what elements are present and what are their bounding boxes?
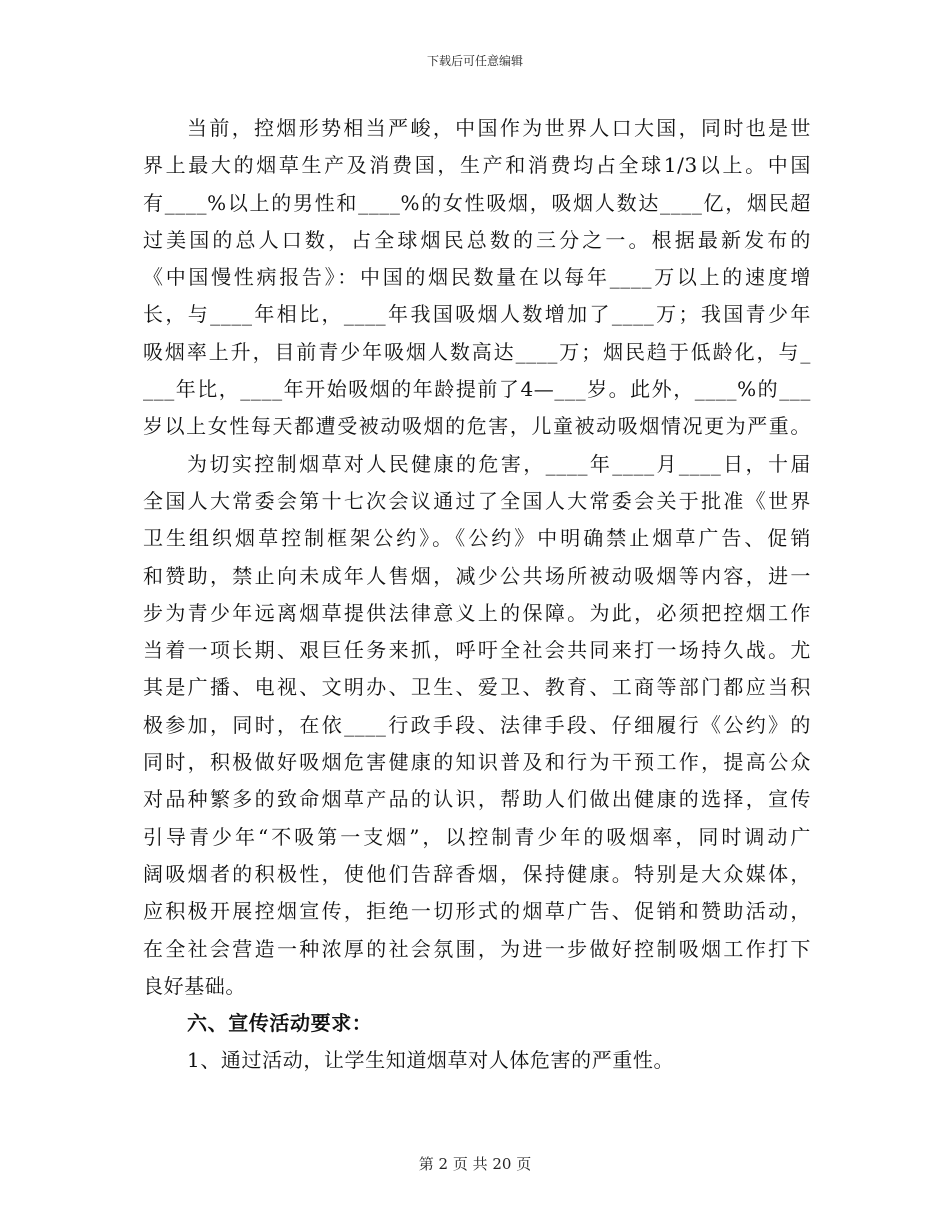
text-line: 阔吸烟者的积极性，使他们告辞香烟，保持健康。特别是大众媒体， (143, 861, 811, 886)
document-body (143, 110, 811, 1080)
text-line: 极参加，同时，在依____行政手段、法律手段、仔细履行《公约》的 (143, 712, 811, 737)
text-line: 卫生组织烟草控制框架公约》。《公约》中明确禁止烟草广告、促销 (143, 526, 811, 551)
text-line: 良好基础。 (143, 973, 246, 998)
text-line: 《中国慢性病报告》：中国的烟民数量在以每年____万以上的速度增 (143, 265, 811, 290)
text-line: 同时，积极做好吸烟危害健康的知识普及和行为干预工作，提高公众 (143, 750, 811, 775)
text-line: 和赞助，禁止向未成年人售烟，减少公共场所被动吸烟等内容，进一 (143, 563, 811, 588)
text-line: 步为青少年远离烟草提供法律意义上的保障。为此，必须把控烟工作 (143, 600, 811, 625)
text-line: 在全社会营造一种浓厚的社会氛围，为进一步做好控制吸烟工作打下 (143, 936, 811, 961)
section-heading: 六、宣传活动要求： (187, 1011, 373, 1036)
text-line: 当前，控烟形势相当严峻，中国作为世界人口大国，同时也是世 (187, 116, 811, 140)
text-line: 岁以上女性每天都遭受被动吸烟的危害，儿童被动吸烟情况更为严重。 (143, 414, 811, 439)
paragraph-tobacco-situation (143, 110, 811, 446)
text-line: ___年比，____年开始吸烟的年龄提前了4—___岁。此外，____%的___ (143, 377, 811, 402)
page-number: 第 2 页 共 20 页 (418, 1155, 532, 1173)
text-line: 界上最大的烟草生产及消费国，生产和消费均占全球1/3以上。中国 (143, 153, 811, 178)
text-line: 当着一项长期、艰巨任务来抓，呼吁全社会共同来打一场持久战。尤 (143, 638, 811, 663)
text-line: 全国人大常委会第十七次会议通过了全国人大常委会关于批准《世界 (143, 488, 811, 513)
page-header-note: 下载后可任意编辑 (426, 54, 523, 68)
text-line: 对品种繁多的致命烟草产品的认识，帮助人们做出健康的选择，宣传 (143, 787, 811, 812)
requirement-item: 1、通过活动，让学生知道烟草对人体危害的严重性。 (187, 1048, 675, 1073)
text-line: 过美国的总人口数，占全球烟民总数的三分之一。根据最新发布的 (143, 227, 811, 252)
text-line: 引导青少年“不吸第一支烟”，以控制青少年的吸烟率，同时调动广 (143, 824, 811, 849)
text-line: 为切实控制烟草对人民健康的危害，____年____月____日，十届 (187, 451, 811, 476)
text-line: 其是广播、电视、文明办、卫生、爱卫、教育、工商等部门都应当积 (143, 675, 811, 700)
text-line: 应积极开展控烟宣传，拒绝一切形式的烟草广告、促销和赞助活动， (143, 899, 811, 924)
paragraph-convention (143, 446, 811, 1005)
text-line: 吸烟率上升，目前青少年吸烟人数高达____万；烟民趋于低龄化，与_ (143, 339, 811, 364)
text-line: 有____%以上的男性和____%的女性吸烟，吸烟人数达____亿，烟民超 (143, 190, 811, 215)
text-line: 长，与____年相比，____年我国吸烟人数增加了____万；我国青少年 (143, 302, 811, 327)
